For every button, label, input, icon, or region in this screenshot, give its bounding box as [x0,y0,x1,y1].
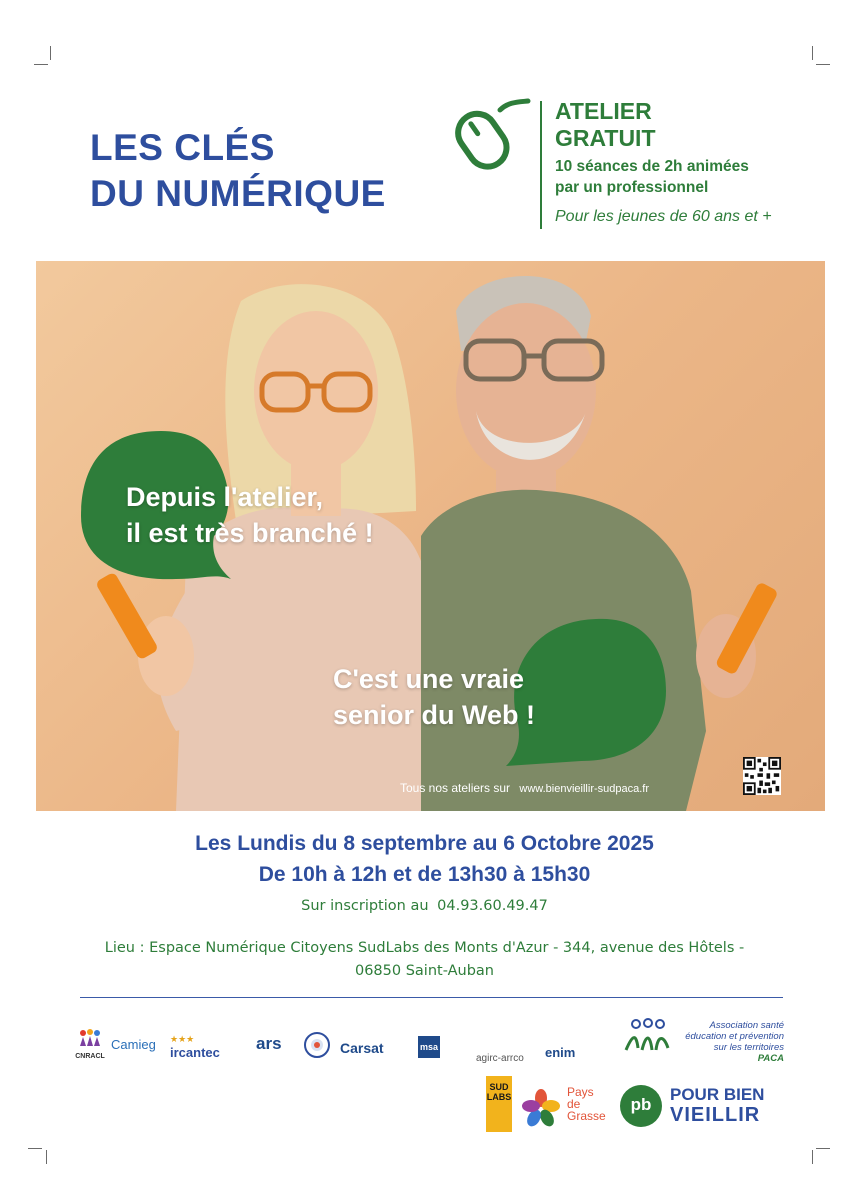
pays-de-grasse-line-3: Grasse [567,1109,606,1123]
registration [0,898,849,914]
logo-sudlabs [486,1076,512,1132]
schedule [0,828,849,890]
workshop-label-line-1: ATELIER [555,98,652,124]
crop-mark-bottom-left-v [46,1150,47,1164]
crop-mark-top-left [34,64,48,65]
carsat-label: Carsat [340,1040,384,1056]
workshop-detail-line-2: par un professionnel [555,179,709,196]
crop-mark-top-right [816,64,830,65]
logo-msa [418,1036,440,1058]
logo-cnracl [74,1028,106,1060]
registration-phone[interactable]: 04.93.60.49.47 [437,898,548,914]
workshop-info [555,98,845,226]
location-line-2: 06850 Saint-Auban [354,963,495,979]
asept-line-2: éducation et prévention [685,1031,784,1042]
agirc-arrco-label: agirc-arrco [476,1053,524,1064]
website-link[interactable]: www.bienvieillir-sudpaca.fr [519,783,650,795]
pbv-line-1: POUR BIEN [670,1085,765,1104]
woman-phone [95,572,159,661]
cnracl-label: CNRACL [75,1053,105,1060]
page-title [90,125,386,217]
workshop-detail-line-1: 10 séances de 2h animées [555,158,749,175]
schedule-hours: De 10h à 12h et de 13h30 à 15h30 [258,863,591,886]
cnracl-figures-icon [77,1028,103,1048]
pays-de-grasse-flower-icon [520,1088,562,1128]
credit-label: Tous nos ateliers sur [400,781,511,795]
bubble-text-right [333,661,535,733]
camieg-label: Camieg [111,1037,156,1052]
woman-face [254,311,378,471]
pour-bien-vieillir-logo-mark [620,1085,662,1127]
qr-code-icon[interactable] [743,757,781,795]
crop-mark-top-right-v [812,46,813,60]
seal-icon [306,1034,328,1056]
bubble-left-line-2: il est très branché ! [126,518,374,548]
crop-mark-bottom-right-v [812,1150,813,1164]
enim-label: enim [545,1045,576,1060]
ircantec-stars-icon: ★★★ [170,1034,195,1044]
crop-mark-top-left-v [50,46,51,60]
workshop-detail [555,156,845,198]
bubble-right-line-2: senior du Web ! [333,700,536,730]
bubble-right-line-1: C'est une vraie [333,664,525,694]
sudlabs-label: SUD LABS [486,1082,512,1102]
registration-label: Sur inscription au [301,898,429,914]
logo-ars [256,1034,282,1054]
ircantec-label: ircantec [170,1045,220,1060]
bubble-text-left [126,479,374,551]
workshop-audience: Pour les jeunes de 60 ans et + [555,208,772,225]
workshop-label-line-2: GRATUIT [555,125,656,151]
asept-region: PACA [757,1053,784,1064]
schedule-dates: Les Lundis du 8 septembre au 6 Octobre 2025 [195,832,654,855]
logo-ircantec [170,1035,220,1062]
ars-label: ars [256,1034,282,1053]
header-divider [540,101,542,229]
logo-pays-de-grasse [567,1086,606,1122]
footer-divider [80,997,783,998]
asept-figures-icon [622,1018,672,1054]
asept-line-3: sur les territoires [713,1042,784,1053]
logo-ministry-seal [304,1032,330,1058]
asept-line-1: Association santé [709,1020,784,1031]
crop-mark-bottom-right [816,1148,830,1149]
logo-camieg [111,1036,156,1054]
bubble-left-line-1: Depuis l'atelier, [126,482,324,512]
location [80,937,769,983]
logo-carsat [340,1040,384,1058]
computer-mouse-icon [448,98,532,170]
msa-label: msa [419,1042,438,1052]
pays-de-grasse-line-2: de [567,1097,581,1111]
title-line-2: DU NUMÉRIQUE [90,173,386,214]
logo-agirc-arrco [476,1048,524,1066]
location-line-1: Lieu : Espace Numérique Citoyens SudLabs des Monts d'Azur - 344, avenue des Hôtels - [104,940,745,956]
pbv-line-2: VIEILLIR [670,1104,761,1126]
website-credit [400,781,649,795]
logo-enim [545,1044,575,1062]
pbv-mark-label: pb [630,1095,652,1114]
pour-bien-vieillir-logo [670,1085,764,1125]
title-line-1: LES CLÉS [90,127,275,168]
hero-photo [36,261,825,811]
crop-mark-bottom-left [28,1148,42,1149]
pays-de-grasse-line-1: Pays [567,1085,594,1099]
